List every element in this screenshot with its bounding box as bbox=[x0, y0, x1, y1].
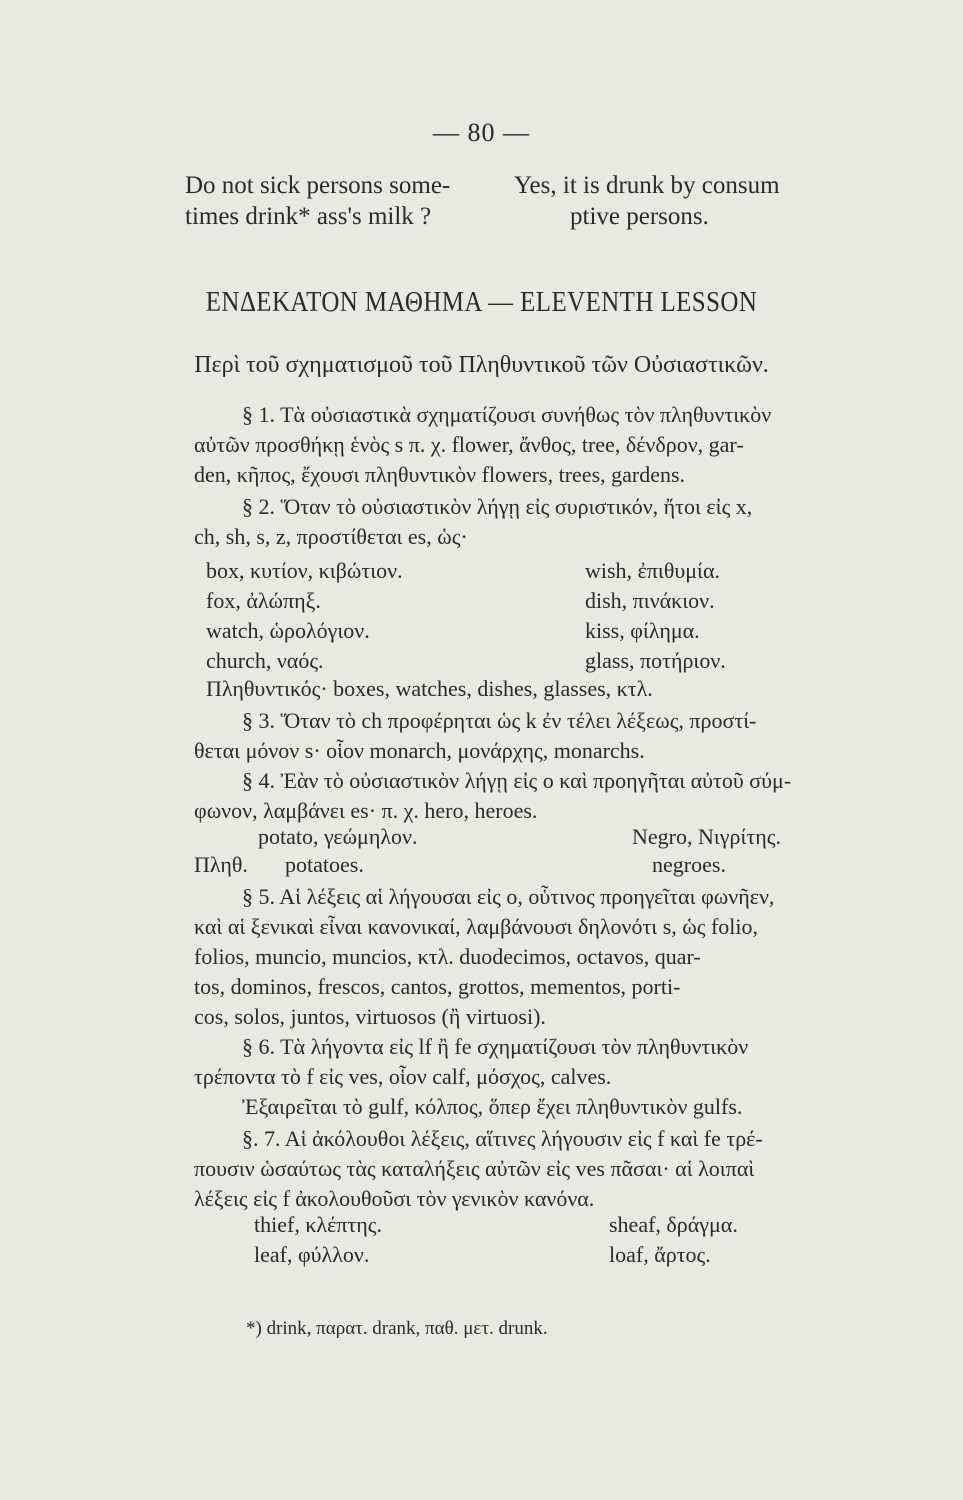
rule-6-line-3: Ἐξαιρεῖται τὸ gulf, κόλπος, ὅπερ ἔχει πληθυντικὸν gulfs. bbox=[242, 1094, 743, 1119]
answer-line-2: ptive persons. bbox=[570, 203, 709, 230]
rule-3-line-1: § 3. Ὅταν τὸ ch προφέρηται ὡς k ἐν τέλει λέξεως, προστί- bbox=[242, 708, 757, 733]
question-line-2: times drink* ass's milk ? bbox=[185, 203, 432, 230]
example-right: dish, πινάκιον. bbox=[585, 588, 715, 613]
rule-5-line-1: § 5. Αἱ λέξεις αἱ λήγουσαι εἰς o, οὗτινος προηγεῖται φωνῆεν, bbox=[242, 884, 775, 909]
rule-3-line-2: θεται μόνον s· οἷον monarch, μονάρχης, monarchs. bbox=[194, 738, 645, 763]
rule-6-line-2: τρέποντα τὸ f εἰς ves, οἷον calf, μόσχος, calves. bbox=[194, 1064, 612, 1089]
rule-7-line-3: λέξεις εἰς f ἀκολουθοῦσι τὸν γενικὸν κανόνα. bbox=[194, 1186, 595, 1211]
rule-2-line-2: ch, sh, s, z, προστίθεται es, ὡς· bbox=[194, 524, 468, 549]
rule-2-line-1: § 2. Ὅταν τὸ οὐσιαστικὸν λήγῃ εἰς συριστικόν, ἤτοι εἰς x, bbox=[242, 494, 753, 519]
example-left: leaf, φύλλον. bbox=[254, 1242, 370, 1267]
rule-4-line-1: § 4. Ἐὰν τὸ οὐσιαστικὸν λήγῃ εἰς o καὶ προηγῆται αὐτοῦ σύμ- bbox=[242, 768, 792, 793]
lesson-heading: ΕΝΔΕΚΑΤΟΝ ΜΑΘΗΜΑ — ELEVENTH LESSON bbox=[205, 286, 758, 318]
footnote: *) drink, παρατ. drank, παθ. μετ. drunk. bbox=[246, 1318, 548, 1339]
rule-5-line-3: folios, muncio, muncios, κτλ. duodecimos, octavos, quar- bbox=[194, 944, 701, 969]
lesson-subheading: Περὶ τοῦ σχηματισμοῦ τοῦ Πληθυντικοῦ τῶν Οὐσιαστικῶν. bbox=[194, 352, 769, 378]
example-left: box, κυτίον, κιβώτιον. bbox=[206, 558, 403, 583]
rule-4-line-2: φωνον, λαμβάνει es· π. χ. hero, heroes. bbox=[194, 798, 538, 823]
rule-2-plural: Πληθυντικός· boxes, watches, dishes, glasses, κτλ. bbox=[206, 676, 653, 701]
question-line-1: Do not sick persons some- bbox=[185, 172, 451, 199]
rule-7-line-1: §. 7. Αἱ ἀκόλουθοι λέξεις, αἵτινες λήγουσιν εἰς f καὶ fe τρέ- bbox=[242, 1126, 763, 1151]
example-right-plural: negroes. bbox=[652, 852, 726, 877]
example-left: thief, κλέπτης. bbox=[254, 1212, 382, 1237]
example-left-plural: potatoes. bbox=[285, 852, 364, 877]
answer-line-1: Yes, it is drunk by consum bbox=[514, 172, 780, 199]
rule-1-line-2: αὐτῶν προσθήκῃ ἑνὸς s π. χ. flower, ἄνθος, tree, δένδρον, gar- bbox=[194, 432, 744, 457]
rule-5-line-4: tos, dominos, frescos, cantos, grottos, mementos, porti- bbox=[194, 974, 681, 999]
page-number: — 80 — bbox=[433, 118, 530, 147]
rule-5-line-5: cos, solos, juntos, virtuosos (ἢ virtuosi). bbox=[194, 1004, 546, 1029]
rule-1-line-3: den, κῆπος, ἔχουσι πληθυντικὸν flowers, trees, gardens. bbox=[194, 462, 686, 487]
example-left: fox, ἀλώπηξ. bbox=[206, 588, 321, 613]
rule-1-line-1: § 1. Τὰ οὐσιαστικὰ σχηματίζουσι συνήθως τὸν πληθυντικὸν bbox=[242, 402, 772, 427]
example-left: church, ναός. bbox=[206, 648, 324, 673]
rule-7-line-2: πουσιν ὡσαύτως τὰς καταλήξεις αὐτῶν εἰς ves πᾶσαι· αἱ λοιπαὶ bbox=[194, 1156, 755, 1181]
rule-5-line-2: καὶ αἱ ξενικαὶ εἶναι κανονικαί, λαμβάνουσι δηλονότι s, ὡς folio, bbox=[194, 914, 759, 939]
example-left: watch, ὡρολόγιον. bbox=[206, 618, 370, 643]
rule-6-line-1: § 6. Τὰ λήγοντα εἰς lf ἢ fe σχηματίζουσι τὸν πληθυντικὸν bbox=[242, 1034, 749, 1059]
example-left-singular: potato, γεώμηλον. bbox=[258, 824, 418, 849]
example-right: sheaf, δράγμα. bbox=[609, 1212, 738, 1237]
example-right: kiss, φίλημα. bbox=[585, 618, 700, 643]
example-right-singular: Negro, Νιγρίτης. bbox=[632, 824, 781, 849]
example-right: wish, ἐπιθυμία. bbox=[585, 558, 720, 583]
example-right: glass, ποτήριον. bbox=[585, 648, 726, 673]
example-right: loaf, ἄρτος. bbox=[609, 1242, 711, 1267]
plural-label: Πληθ. bbox=[194, 852, 248, 877]
